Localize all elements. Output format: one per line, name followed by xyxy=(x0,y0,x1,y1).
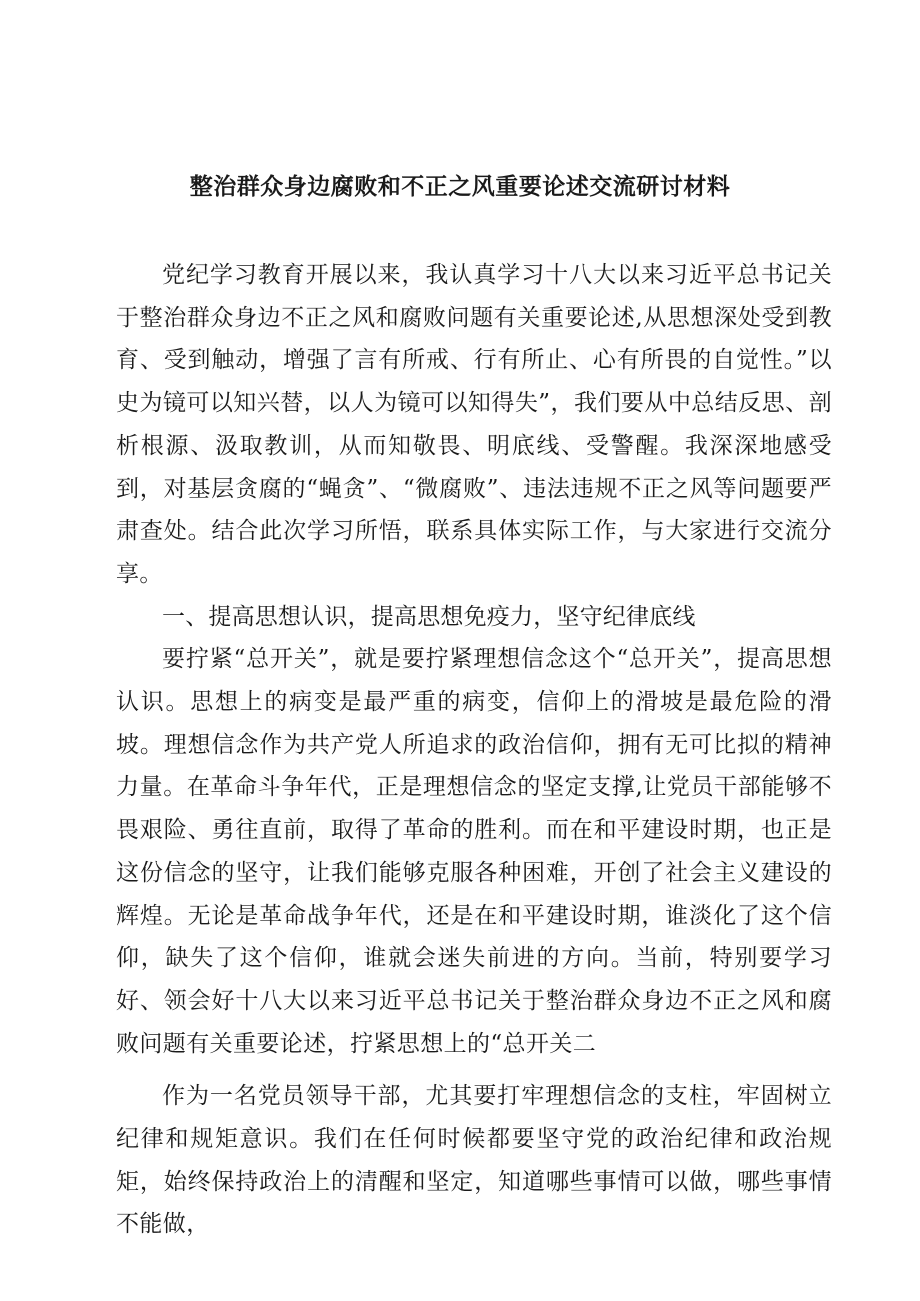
body-paragraph-2: 作为一名党员领导干部，尤其要打牢理想信念的支柱，牢固树立纪律和规矩意识。我们在任何时候都要坚守党的政治纪律和政治规矩，始终保持政治上的清醒和坚定，知道哪些事情可以做，哪些事情不能做， xyxy=(116,1083,832,1238)
document-title: 整治群众身边腐败和不正之风重要论述交流研讨材料 xyxy=(189,174,731,200)
paragraph-gap xyxy=(116,1065,832,1075)
document-body xyxy=(116,254,832,1246)
section-heading-1: 一、提高思想认识，提高思想免疫力，坚守纪律底线 xyxy=(162,603,696,630)
body-paragraph-1: 要拧紧“总开关”，就是要拧紧理想信念这个“总开关”，提高思想认识。思想上的病变是最严重的病变，信仰上的滑坡是最危险的滑坡。理想信念作为共产党人所追求的政治信仰，拥有无可比拟的精神力量。在革命斗争年代，正是理想信念的坚定支撑,让党员干部能够不畏艰险、勇往直前，取得了革命的胜利。而在和平建设时期，也正是这份信念的坚守，让我们能够克服各种困难，开创了社会主义建设的辉煌。无论是革命战争年代，还是在和平建设时期，谁淡化了这个信仰，缺失了这个信仰，谁就会迷失前进的方向。当前，特别要学习好、领会好十八大以来习近平总书记关于整治群众身边不正之风和腐败问题有关重要论述，拧紧思想上的“总开关二 xyxy=(116,646,832,1057)
intro-paragraph: 党纪学习教育开展以来，我认真学习十八大以来习近平总书记关于整治群众身边不正之风和腐败问题有关重要论述,从思想深处受到教育、受到触动，增强了言有所戒、行有所止、心有所畏的自觉性。”以史为镜可以知兴替，以人为镜可以知得失”，我们要从中总结反思、剖析根源、汲取教训，从而知敬畏、明底线、受警醒。我深深地感受到，对基层贪腐的“蝇贪”、“微腐败”、违法违规不正之风等问题要严肃查处。结合此次学习所悟，联系具体实际工作，与大家进行交流分享。 xyxy=(116,262,832,587)
